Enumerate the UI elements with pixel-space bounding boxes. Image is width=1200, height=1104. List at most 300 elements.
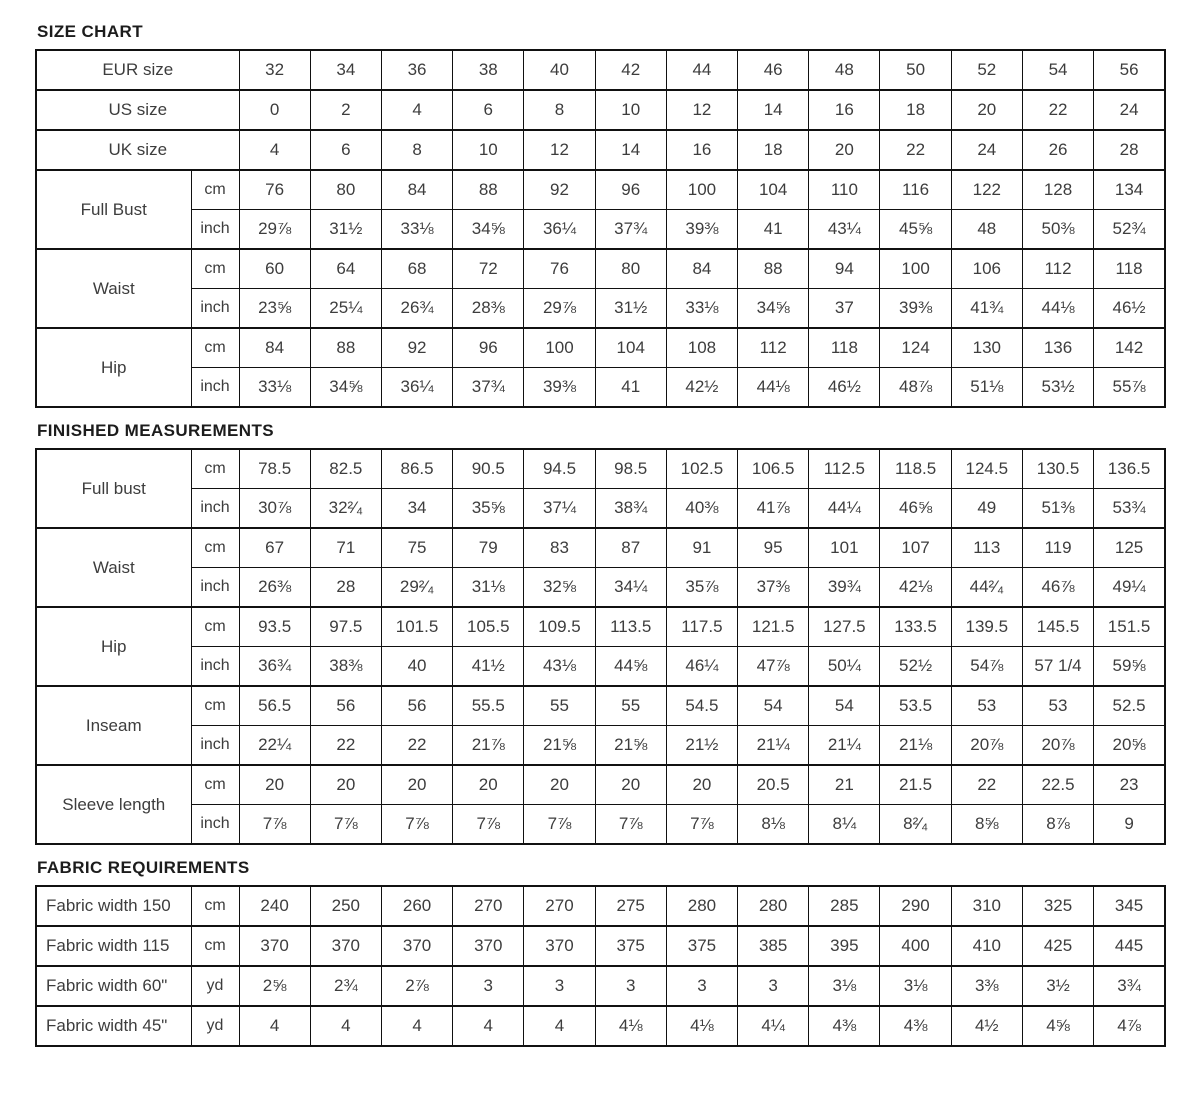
value-cell: 20⅝ — [1094, 726, 1165, 766]
value-cell: 133.5 — [880, 607, 951, 647]
value-cell: 116 — [880, 170, 951, 210]
value-cell: 280 — [738, 886, 809, 926]
value-cell: 29⅞ — [524, 289, 595, 329]
value-cell: 20 — [524, 765, 595, 805]
value-cell: 56 — [381, 686, 452, 726]
value-cell: 12 — [524, 130, 595, 170]
value-cell: 20 — [595, 765, 666, 805]
value-cell: 108 — [666, 328, 737, 368]
value-cell: 425 — [1022, 926, 1093, 966]
value-cell: 84 — [666, 249, 737, 289]
value-cell: 7⅞ — [595, 805, 666, 845]
value-cell: 53 — [1022, 686, 1093, 726]
value-cell: 8²⁄₄ — [880, 805, 951, 845]
value-cell: 35⅝ — [453, 489, 524, 529]
value-cell: 94 — [809, 249, 880, 289]
size-chart-table — [35, 49, 1166, 408]
value-cell: 39⅜ — [880, 289, 951, 329]
value-cell: 39¾ — [809, 568, 880, 608]
value-cell: 80 — [310, 170, 381, 210]
value-cell: 7⅞ — [310, 805, 381, 845]
value-cell: 370 — [381, 926, 452, 966]
value-cell: 240 — [239, 886, 310, 926]
value-cell: 18 — [880, 90, 951, 130]
fabric-row-label: Fabric width 45" — [36, 1006, 191, 1046]
value-cell: 385 — [738, 926, 809, 966]
value-cell: 400 — [880, 926, 951, 966]
unit-cell: cm — [191, 886, 239, 926]
value-cell: 35⅞ — [666, 568, 737, 608]
value-cell: 52 — [951, 50, 1022, 90]
value-cell: 10 — [453, 130, 524, 170]
value-cell: 260 — [381, 886, 452, 926]
value-cell: 33⅛ — [381, 210, 452, 250]
value-cell: 26¾ — [381, 289, 452, 329]
unit-cell: cm — [191, 607, 239, 647]
value-cell: 36 — [381, 50, 452, 90]
value-cell: 92 — [524, 170, 595, 210]
value-cell: 22 — [310, 726, 381, 766]
value-cell: 46¼ — [666, 647, 737, 687]
measurement-label: Inseam — [36, 686, 191, 765]
value-cell: 56 — [1094, 50, 1165, 90]
value-cell: 22¼ — [239, 726, 310, 766]
value-cell: 21¼ — [809, 726, 880, 766]
value-cell: 10 — [595, 90, 666, 130]
value-cell: 3¾ — [1094, 966, 1165, 1006]
value-cell: 48 — [809, 50, 880, 90]
measurement-label: Full bust — [36, 449, 191, 528]
value-cell: 130.5 — [1022, 449, 1093, 489]
unit-cell: cm — [191, 170, 239, 210]
value-cell: 101 — [809, 528, 880, 568]
value-cell: 46⅞ — [1022, 568, 1093, 608]
value-cell: 56.5 — [239, 686, 310, 726]
value-cell: 370 — [524, 926, 595, 966]
fabric-row-label: Fabric width 115 — [36, 926, 191, 966]
value-cell: 97.5 — [310, 607, 381, 647]
value-cell: 84 — [381, 170, 452, 210]
value-cell: 250 — [310, 886, 381, 926]
value-cell: 112 — [1022, 249, 1093, 289]
fabric-row-label: Fabric width 60" — [36, 966, 191, 1006]
value-cell: 37¾ — [595, 210, 666, 250]
value-cell: 67 — [239, 528, 310, 568]
value-cell: 44 — [666, 50, 737, 90]
value-cell: 88 — [310, 328, 381, 368]
value-cell: 78.5 — [239, 449, 310, 489]
value-cell: 96 — [453, 328, 524, 368]
value-cell: 113 — [951, 528, 1022, 568]
value-cell: 3 — [595, 966, 666, 1006]
value-cell: 34 — [381, 489, 452, 529]
value-cell: 6 — [310, 130, 381, 170]
value-cell: 53¾ — [1094, 489, 1165, 529]
value-cell: 21⅛ — [880, 726, 951, 766]
value-cell: 91 — [666, 528, 737, 568]
value-cell: 53.5 — [880, 686, 951, 726]
value-cell: 88 — [738, 249, 809, 289]
value-cell: 52¾ — [1094, 210, 1165, 250]
value-cell: 7⅞ — [381, 805, 452, 845]
value-cell: 42½ — [666, 368, 737, 408]
value-cell: 3 — [453, 966, 524, 1006]
value-cell: 22 — [880, 130, 951, 170]
value-cell: 29⅞ — [239, 210, 310, 250]
value-cell: 4 — [239, 130, 310, 170]
value-cell: 37¾ — [453, 368, 524, 408]
value-cell: 20⅞ — [951, 726, 1022, 766]
value-cell: 6 — [453, 90, 524, 130]
value-cell: 51⅛ — [951, 368, 1022, 408]
value-cell: 127.5 — [809, 607, 880, 647]
value-cell: 76 — [524, 249, 595, 289]
value-cell: 101.5 — [381, 607, 452, 647]
value-cell: 24 — [951, 130, 1022, 170]
value-cell: 26 — [1022, 130, 1093, 170]
unit-cell: cm — [191, 686, 239, 726]
value-cell: 105.5 — [453, 607, 524, 647]
unit-cell: inch — [191, 489, 239, 529]
value-cell: 36¼ — [524, 210, 595, 250]
value-cell: 41¾ — [951, 289, 1022, 329]
value-cell: 44¼ — [809, 489, 880, 529]
value-cell: 55 — [595, 686, 666, 726]
value-cell: 21 — [809, 765, 880, 805]
value-cell: 8 — [381, 130, 452, 170]
value-cell: 40 — [524, 50, 595, 90]
value-cell: 142 — [1094, 328, 1165, 368]
value-cell: 104 — [738, 170, 809, 210]
value-cell: 136.5 — [1094, 449, 1165, 489]
value-cell: 84 — [239, 328, 310, 368]
value-cell: 33⅛ — [239, 368, 310, 408]
unit-cell: cm — [191, 528, 239, 568]
value-cell: 124 — [880, 328, 951, 368]
value-cell: 54 — [1022, 50, 1093, 90]
value-cell: 40⅜ — [666, 489, 737, 529]
unit-cell: inch — [191, 289, 239, 329]
value-cell: 20 — [310, 765, 381, 805]
value-cell: 44²⁄₄ — [951, 568, 1022, 608]
value-cell: 109.5 — [524, 607, 595, 647]
value-cell: 375 — [666, 926, 737, 966]
value-cell: 38¾ — [595, 489, 666, 529]
value-cell: 112 — [738, 328, 809, 368]
value-cell: 26⅜ — [239, 568, 310, 608]
value-cell: 7⅞ — [239, 805, 310, 845]
value-cell: 3 — [524, 966, 595, 1006]
value-cell: 100 — [666, 170, 737, 210]
value-cell: 48⅞ — [880, 368, 951, 408]
value-cell: 92 — [381, 328, 452, 368]
value-cell: 310 — [951, 886, 1022, 926]
value-cell: 270 — [524, 886, 595, 926]
unit-cell: inch — [191, 210, 239, 250]
value-cell: 54.5 — [666, 686, 737, 726]
value-cell: 47⅞ — [738, 647, 809, 687]
value-cell: 3⅛ — [809, 966, 880, 1006]
value-cell: 2⅞ — [381, 966, 452, 1006]
value-cell: 41⅞ — [738, 489, 809, 529]
value-cell: 42⅛ — [880, 568, 951, 608]
measurement-label: Hip — [36, 328, 191, 407]
row-label: UK size — [36, 130, 239, 170]
value-cell: 325 — [1022, 886, 1093, 926]
value-cell: 28 — [1094, 130, 1165, 170]
value-cell: 76 — [239, 170, 310, 210]
unit-cell: cm — [191, 249, 239, 289]
value-cell: 93.5 — [239, 607, 310, 647]
value-cell: 83 — [524, 528, 595, 568]
value-cell: 21⅝ — [595, 726, 666, 766]
value-cell: 128 — [1022, 170, 1093, 210]
value-cell: 21⅞ — [453, 726, 524, 766]
measurement-label: Hip — [36, 607, 191, 686]
unit-cell: inch — [191, 805, 239, 845]
unit-cell: cm — [191, 926, 239, 966]
value-cell: 2¾ — [310, 966, 381, 1006]
value-cell: 79 — [453, 528, 524, 568]
value-cell: 22.5 — [1022, 765, 1093, 805]
value-cell: 124.5 — [951, 449, 1022, 489]
value-cell: 37 — [809, 289, 880, 329]
measurement-label: Waist — [36, 528, 191, 607]
value-cell: 39⅜ — [524, 368, 595, 408]
value-cell: 370 — [239, 926, 310, 966]
value-cell: 53½ — [1022, 368, 1093, 408]
value-cell: 275 — [595, 886, 666, 926]
value-cell: 106.5 — [738, 449, 809, 489]
fabric-requirements-table — [35, 885, 1166, 1047]
value-cell: 16 — [666, 130, 737, 170]
value-cell: 23 — [1094, 765, 1165, 805]
value-cell: 32²⁄₄ — [310, 489, 381, 529]
value-cell: 55⅞ — [1094, 368, 1165, 408]
value-cell: 395 — [809, 926, 880, 966]
value-cell: 7⅞ — [524, 805, 595, 845]
value-cell: 54 — [809, 686, 880, 726]
value-cell: 43⅛ — [524, 647, 595, 687]
value-cell: 4 — [310, 1006, 381, 1046]
value-cell: 88 — [453, 170, 524, 210]
value-cell: 49 — [951, 489, 1022, 529]
value-cell: 4 — [524, 1006, 595, 1046]
value-cell: 20 — [381, 765, 452, 805]
value-cell: 54 — [738, 686, 809, 726]
measurement-label: Sleeve length — [36, 765, 191, 844]
unit-cell: cm — [191, 328, 239, 368]
value-cell: 14 — [738, 90, 809, 130]
value-cell: 46½ — [809, 368, 880, 408]
value-cell: 50⅜ — [1022, 210, 1093, 250]
value-cell: 8⅛ — [738, 805, 809, 845]
value-cell: 43¼ — [809, 210, 880, 250]
value-cell: 57 1/4 — [1022, 647, 1093, 687]
value-cell: 41½ — [453, 647, 524, 687]
value-cell: 121.5 — [738, 607, 809, 647]
value-cell: 56 — [310, 686, 381, 726]
value-cell: 4⅛ — [666, 1006, 737, 1046]
unit-cell: inch — [191, 568, 239, 608]
value-cell: 37⅜ — [738, 568, 809, 608]
measurement-label: Waist — [36, 249, 191, 328]
value-cell: 80 — [595, 249, 666, 289]
value-cell: 36¾ — [239, 647, 310, 687]
value-cell: 118 — [809, 328, 880, 368]
value-cell: 54⅞ — [951, 647, 1022, 687]
unit-cell: inch — [191, 647, 239, 687]
value-cell: 4⅞ — [1094, 1006, 1165, 1046]
value-cell: 9 — [1094, 805, 1165, 845]
finished-measurements-table — [35, 448, 1166, 845]
value-cell: 20 — [951, 90, 1022, 130]
value-cell: 71 — [310, 528, 381, 568]
value-cell: 4 — [381, 90, 452, 130]
size-chart-section-title: SIZE CHART — [37, 22, 143, 41]
value-cell: 2 — [310, 90, 381, 130]
unit-cell: cm — [191, 765, 239, 805]
value-cell: 122 — [951, 170, 1022, 210]
unit-cell: cm — [191, 449, 239, 489]
value-cell: 12 — [666, 90, 737, 130]
value-cell: 72 — [453, 249, 524, 289]
value-cell: 134 — [1094, 170, 1165, 210]
value-cell: 4⅜ — [880, 1006, 951, 1046]
value-cell: 7⅞ — [453, 805, 524, 845]
value-cell: 39⅜ — [666, 210, 737, 250]
value-cell: 98.5 — [595, 449, 666, 489]
value-cell: 22 — [1022, 90, 1093, 130]
row-label: US size — [36, 90, 239, 130]
value-cell: 31½ — [595, 289, 666, 329]
value-cell: 20 — [239, 765, 310, 805]
value-cell: 75 — [381, 528, 452, 568]
value-cell: 4 — [381, 1006, 452, 1046]
value-cell: 68 — [381, 249, 452, 289]
value-cell: 52.5 — [1094, 686, 1165, 726]
value-cell: 16 — [809, 90, 880, 130]
value-cell: 44⅛ — [738, 368, 809, 408]
value-cell: 113.5 — [595, 607, 666, 647]
value-cell: 20.5 — [738, 765, 809, 805]
value-cell: 53 — [951, 686, 1022, 726]
value-cell: 139.5 — [951, 607, 1022, 647]
value-cell: 4⅜ — [809, 1006, 880, 1046]
value-cell: 106 — [951, 249, 1022, 289]
value-cell: 52½ — [880, 647, 951, 687]
value-cell: 8¼ — [809, 805, 880, 845]
value-cell: 130 — [951, 328, 1022, 368]
value-cell: 136 — [1022, 328, 1093, 368]
value-cell: 34 — [310, 50, 381, 90]
value-cell: 31½ — [310, 210, 381, 250]
value-cell: 33⅛ — [666, 289, 737, 329]
value-cell: 118 — [1094, 249, 1165, 289]
value-cell: 375 — [595, 926, 666, 966]
value-cell: 50¼ — [809, 647, 880, 687]
value-cell: 2⅝ — [239, 966, 310, 1006]
value-cell: 20 — [666, 765, 737, 805]
value-cell: 41 — [738, 210, 809, 250]
value-cell: 25¼ — [310, 289, 381, 329]
value-cell: 4½ — [951, 1006, 1022, 1046]
value-cell: 64 — [310, 249, 381, 289]
value-cell: 37¼ — [524, 489, 595, 529]
value-cell: 3 — [666, 966, 737, 1006]
value-cell: 345 — [1094, 886, 1165, 926]
value-cell: 280 — [666, 886, 737, 926]
value-cell: 51⅜ — [1022, 489, 1093, 529]
value-cell: 0 — [239, 90, 310, 130]
value-cell: 4 — [239, 1006, 310, 1046]
value-cell: 42 — [595, 50, 666, 90]
value-cell: 44⅝ — [595, 647, 666, 687]
value-cell: 28 — [310, 568, 381, 608]
value-cell: 3 — [738, 966, 809, 1006]
value-cell: 145.5 — [1022, 607, 1093, 647]
value-cell: 4⅛ — [595, 1006, 666, 1046]
value-cell: 22 — [381, 726, 452, 766]
unit-cell: yd — [191, 1006, 239, 1046]
value-cell: 118.5 — [880, 449, 951, 489]
value-cell: 3⅜ — [951, 966, 1022, 1006]
value-cell: 4 — [453, 1006, 524, 1046]
fabric-row-label: Fabric width 150 — [36, 886, 191, 926]
value-cell: 41 — [595, 368, 666, 408]
value-cell: 34⅝ — [738, 289, 809, 329]
value-cell: 60 — [239, 249, 310, 289]
value-cell: 3⅛ — [880, 966, 951, 1006]
value-cell: 34⅝ — [310, 368, 381, 408]
value-cell: 445 — [1094, 926, 1165, 966]
value-cell: 125 — [1094, 528, 1165, 568]
value-cell: 100 — [524, 328, 595, 368]
value-cell: 32⅝ — [524, 568, 595, 608]
value-cell: 110 — [809, 170, 880, 210]
value-cell: 45⅝ — [880, 210, 951, 250]
value-cell: 22 — [951, 765, 1022, 805]
value-cell: 4⅝ — [1022, 1006, 1093, 1046]
value-cell: 29²⁄₄ — [381, 568, 452, 608]
value-cell: 117.5 — [666, 607, 737, 647]
value-cell: 46⅝ — [880, 489, 951, 529]
value-cell: 112.5 — [809, 449, 880, 489]
row-label: EUR size — [36, 50, 239, 90]
value-cell: 59⅝ — [1094, 647, 1165, 687]
value-cell: 8 — [524, 90, 595, 130]
value-cell: 119 — [1022, 528, 1093, 568]
value-cell: 86.5 — [381, 449, 452, 489]
value-cell: 49¼ — [1094, 568, 1165, 608]
value-cell: 50 — [880, 50, 951, 90]
value-cell: 102.5 — [666, 449, 737, 489]
value-cell: 90.5 — [453, 449, 524, 489]
value-cell: 32 — [239, 50, 310, 90]
value-cell: 370 — [310, 926, 381, 966]
value-cell: 40 — [381, 647, 452, 687]
value-cell: 21.5 — [880, 765, 951, 805]
value-cell: 8⅞ — [1022, 805, 1093, 845]
value-cell: 7⅞ — [666, 805, 737, 845]
value-cell: 28⅜ — [453, 289, 524, 329]
value-cell: 31⅛ — [453, 568, 524, 608]
value-cell: 96 — [595, 170, 666, 210]
value-cell: 24 — [1094, 90, 1165, 130]
value-cell: 100 — [880, 249, 951, 289]
value-cell: 290 — [880, 886, 951, 926]
value-cell: 46 — [738, 50, 809, 90]
